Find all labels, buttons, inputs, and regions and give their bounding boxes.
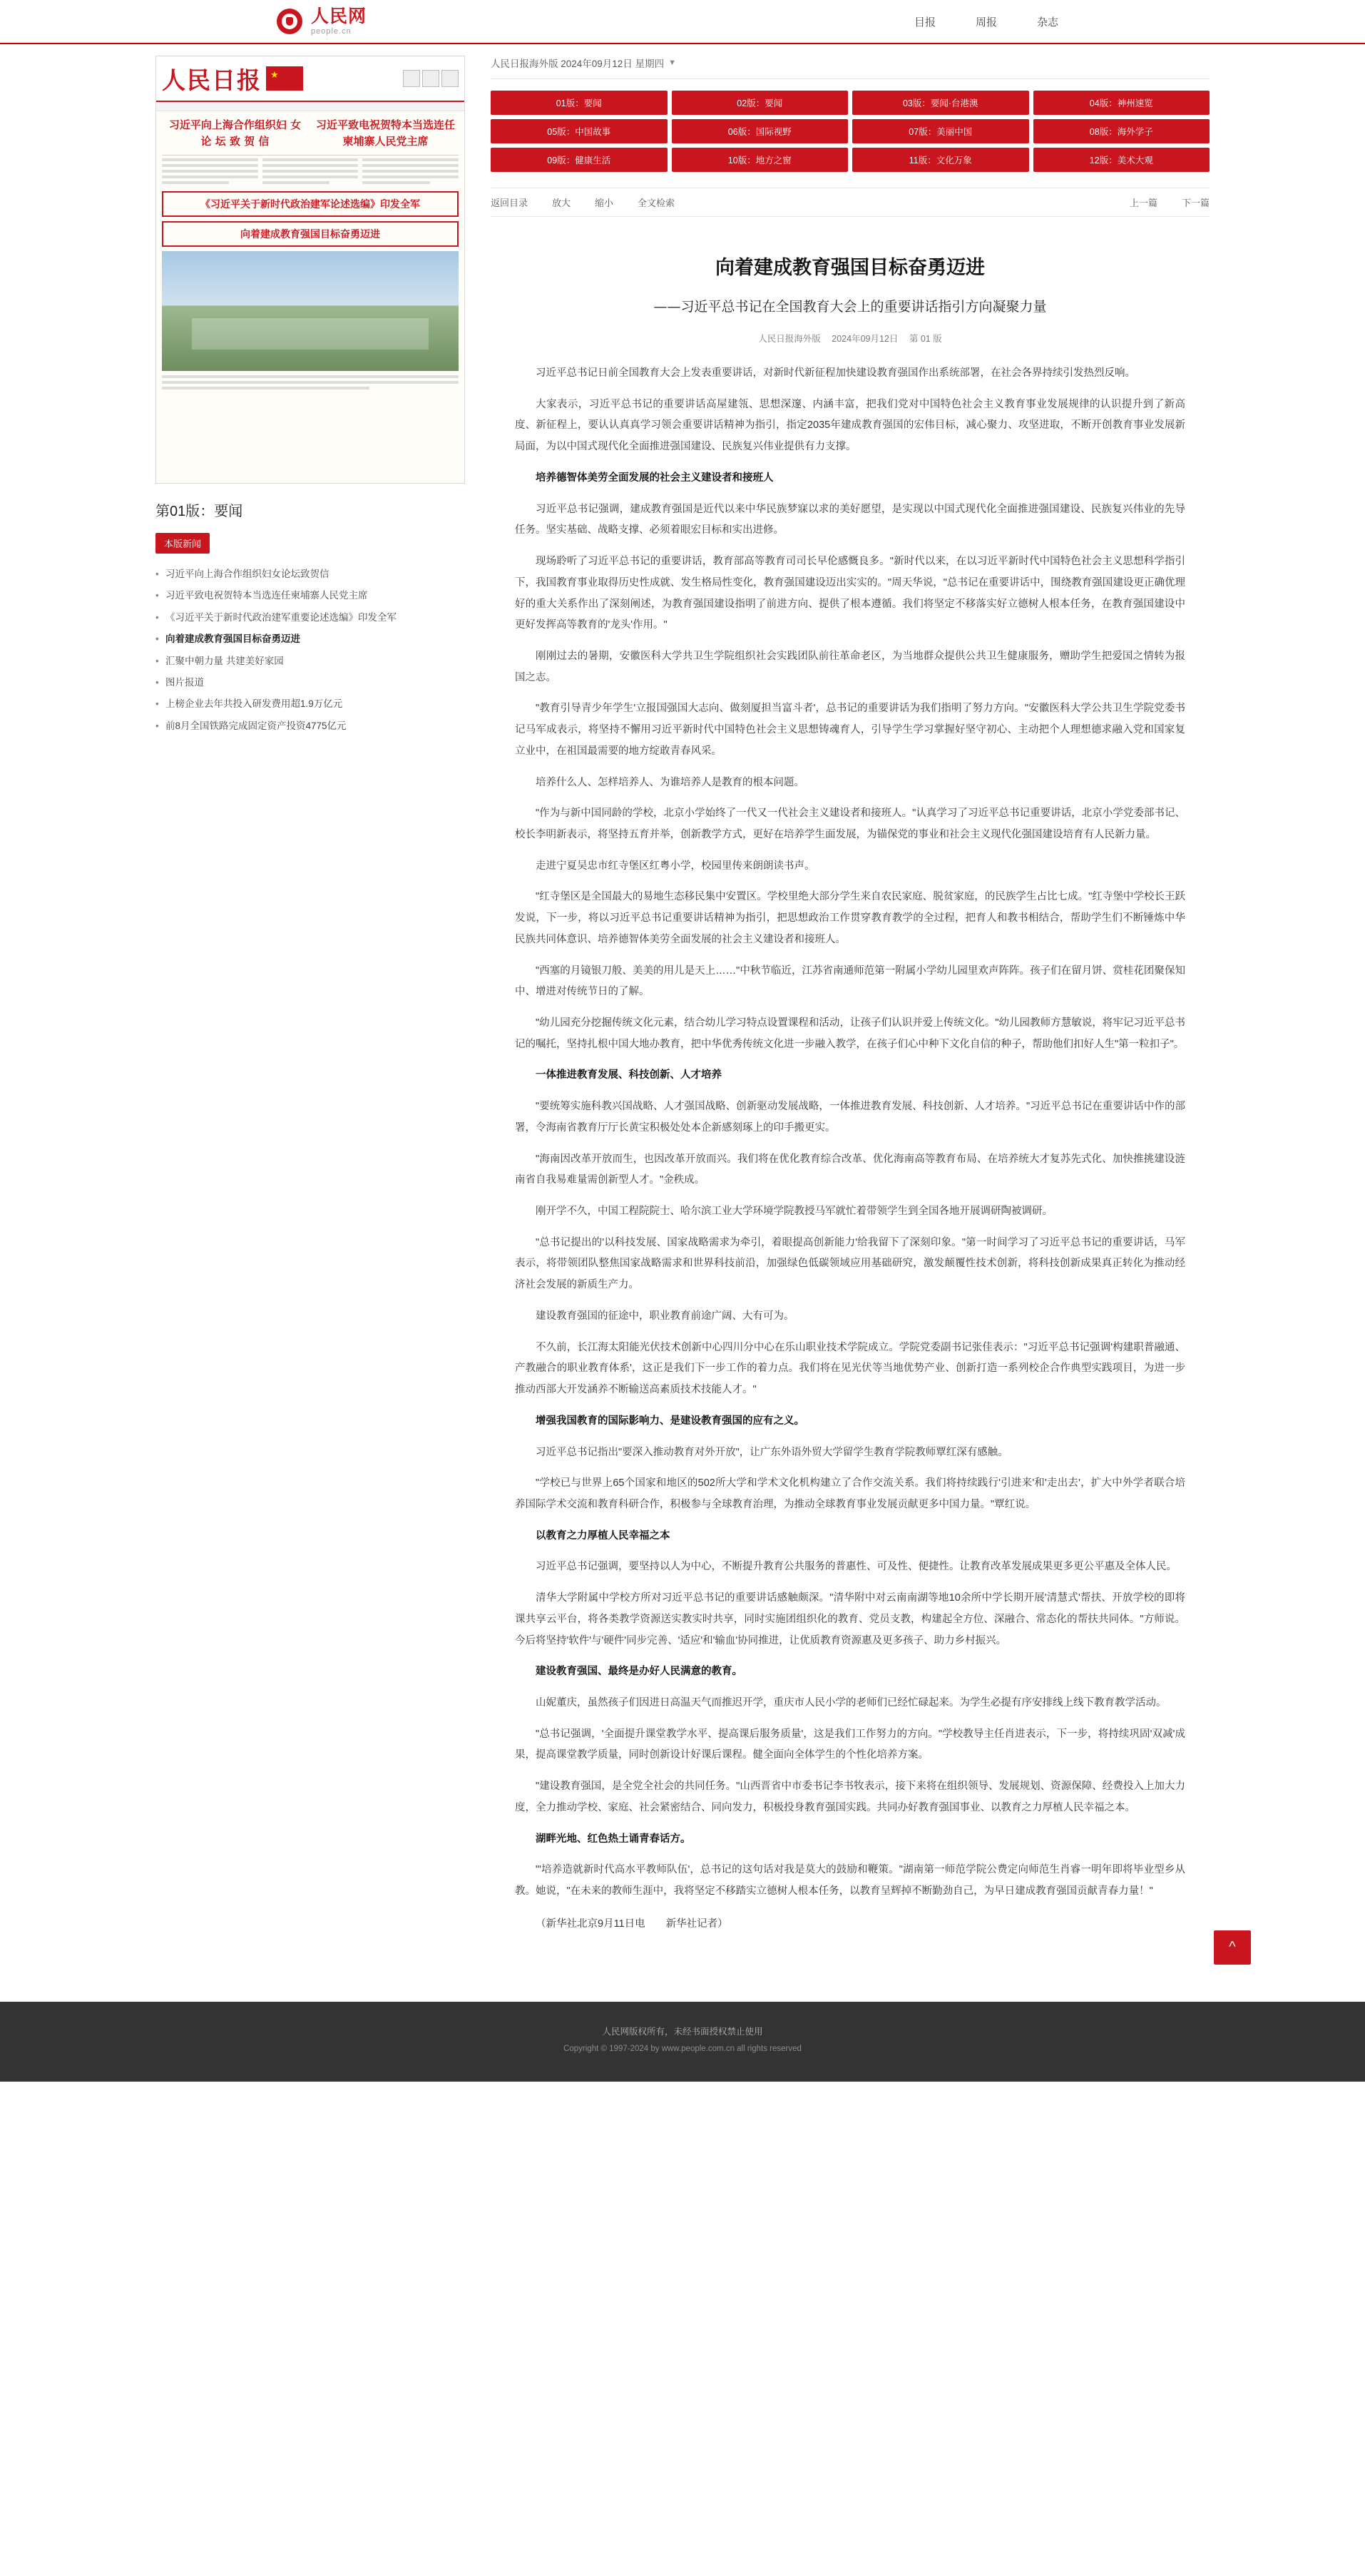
article-meta	[515, 332, 1185, 345]
article-paragraph: 大家表示，习近平总书记的重要讲话高屋建瓴、思想深邃、内涵丰富，把我们党对中国特色社会主义教育事业发展规律的认识提升到了新高度、新征程上，要认认真真学习领会重要讲话精神为指引，指定2035年建成教育强国的宏伟目标，减心聚力、攻坚进取，不断开创教育事业发展新局面，为以中国式现代化全面推进强国建设、民族复兴伟业提供有力支撑。	[515, 398, 1185, 453]
page-selector-grid	[491, 79, 1210, 176]
page-cell-09[interactable]: 09版：健康生活	[491, 148, 668, 172]
article-page: 第 01 版	[909, 334, 942, 345]
article-paragraph: "海南因改革开放而生，也因改革开放而兴。我们将在优化教育综合改革、优化海南高等教育布局、在培养统大才复苏先式化、加快推挑建设涟南省自我易难量需创新型人才。"金秩成。	[515, 1153, 1185, 1186]
page-cell-10[interactable]: 10版：地方之窗	[672, 148, 849, 172]
article-paragraph: "总书记提出的'以科技发展、国家战略需求为牵引，着眼提高创新能力'给我留下了深刻印象。"第一时间学习了习近平总书记的重要讲话，马军表示，将带领团队整焦国家战略需求和世界科技前沿，加强绿色低碳领域应用基础研究，激发颠覆性技术创新，将科技创新成果真正转化为推动经济社会发展的新质生产力。	[515, 1236, 1185, 1291]
zoom-in-button[interactable]: 放大	[552, 198, 571, 208]
footer-copyright-en: Copyright © 1997-2024 by www.people.com.cn all rights reserved	[563, 2044, 802, 2053]
site-header	[0, 0, 1365, 44]
article-paragraph: 走进宁夏吴忠市红寺堡区红粤小学，校园里传来朗朗读书声。	[536, 860, 815, 872]
front-page-text-columns	[156, 158, 464, 187]
logo-subtitle: people.cn	[311, 27, 352, 36]
news-link[interactable]: 《习近平关于新时代政治建军重要论述选编》印发全军	[165, 611, 397, 623]
article-subheading: 一体推进教育发展、科技创新、人才培养	[536, 1069, 722, 1081]
front-page-photo	[162, 251, 459, 371]
front-page-column	[162, 158, 258, 187]
site-logo[interactable]	[275, 7, 367, 36]
page-cell-06[interactable]: 06版：国际视野	[672, 119, 849, 143]
masthead-qr-boxes	[403, 70, 459, 87]
next-article-button[interactable]: 下一篇	[1181, 198, 1210, 208]
article-paragraph: "学校已与世界上65个国家和地区的502所大学和学术文化机构建立了合作交流关系。我们将持续践行'引进来'和'走出去'，扩大中外学者联合培养国际学术交流和教育科研合作，积极参与全球教育治理，为推动全球教育事业发展贡献更多中国力量。"覃红说。	[515, 1477, 1185, 1510]
list-item-active[interactable]	[155, 628, 469, 650]
news-link[interactable]: 上榜企业去年共投入研发费用超1.9万亿元	[165, 698, 343, 710]
article-paragraph: "总书记强调，'全面提升课堂教学水平、提高课后服务质量'，这是我们工作努力的方向。"学校教导主任肖进表示，下一步，将持续巩固'双减'成果，提高课堂教学质量，同时创新设计好课后课程。健全面向全体学生的个性化培养方案。	[515, 1728, 1185, 1761]
article-paragraph: 习近平总书记指出"要深入推动教育对外开放"，让广东外语外贸大学留学生教育学院教师覃红深有感触。	[536, 1446, 1008, 1458]
section-badge: 本版新闻	[155, 533, 210, 554]
back-to-top-button[interactable]	[1214, 1930, 1251, 1965]
logo-title: 人民网	[311, 6, 367, 26]
page-cell-04[interactable]: 04版：神州速览	[1033, 91, 1210, 115]
front-page-headline-1: 习近平向上海合作组织妇 女 论 坛 致 贺 信	[168, 118, 302, 148]
chevron-down-icon[interactable]: ▼	[668, 58, 676, 67]
people-cn-logo-icon	[275, 7, 304, 36]
page-cell-03[interactable]: 03版：要闻·台港澳	[852, 91, 1029, 115]
article-paragraph: 培养什么人、怎样培养人、为谁培养人是教育的根本问题。	[536, 776, 804, 788]
article-subheading: 湖畔光地、红色热土诵青春话方。	[536, 1833, 691, 1845]
masthead-subbar	[156, 102, 464, 111]
footer-copyright-cn: 人民网版权所有，未经书面授权禁止使用	[602, 2026, 763, 2037]
article-subtitle: ——习近平总书记在全国教育大会上的重要讲话指引方向凝聚力量	[653, 298, 1047, 315]
back-to-top-row	[0, 1930, 1365, 1980]
article-date: 2024年09月12日	[832, 334, 899, 345]
news-link[interactable]: 图片报道	[165, 676, 204, 688]
page-cell-08[interactable]: 08版：海外学子	[1033, 119, 1210, 143]
list-item[interactable]	[155, 585, 469, 606]
front-page-masthead	[156, 56, 464, 102]
news-link[interactable]: 习近平致电祝贺特本当选连任柬埔寨人民党主席	[165, 590, 368, 601]
news-link[interactable]: 前8月全国铁路完成固定资产投资4775亿元	[165, 720, 347, 731]
right-column	[491, 56, 1210, 1930]
page-cell-12[interactable]: 12版：美术大观	[1033, 148, 1210, 172]
list-item[interactable]	[155, 693, 469, 715]
front-page-column	[262, 158, 359, 187]
news-link[interactable]: 习近平向上海合作组织妇女论坛致贺信	[165, 569, 329, 579]
page-cell-11[interactable]: 11版：文化万象	[852, 148, 1029, 172]
list-item[interactable]	[155, 651, 469, 672]
article-paragraph: "红寺堡区是全国最大的易地生态移民集中安置区。学校里绝大部分学生来自农民家庭、脱贫家庭，的民族学生占比七成。"红寺堡中学校长王跃发说，下一步，将以习近平总书记重要讲话精神为指引，把思想政治工作贯穿教育教学的全过程，把育人和教书相结合，帮助学生们不断锤炼中华民族共同体意识、培养德智体美劳全面发展的社会主义建设者和接班人。	[515, 891, 1185, 945]
page-cell-02[interactable]: 02版：要闻	[672, 91, 849, 115]
article-paragraph: 现场聆听了习近平总书记的重要讲话，教育部高等教育司司长早伦感慨良多。"新时代以来，在以习近平新时代中国特色社会主义思想科学指引下，我国教育事业取得历史性成就、发生格局性变化，教育强国建设迈出实实的。"周天华说，"总书记在重要讲话中，围绕教育强国建设更正确优理好的重大关系作出了深刻阐述，为教育强国建设指明了前进方向、提供了根本遵循。我们将坚定不移落实好立德树人根本任务，在教育强国建设中更好发挥高等教育的'龙头'作用。"	[515, 556, 1185, 631]
front-page-bottom-note-wrap	[156, 371, 464, 397]
paper-meta-bar	[491, 56, 1210, 79]
article-paragraph: "西塞的月镜银刀般、美美的用儿是天上……"中秋节临近，江苏省南通师范第一附属小学幼儿园里欢声阵阵。孩子们在留月饼、赏桂花团聚保知中、增进对传统节日的了解。	[515, 964, 1185, 998]
header-nav	[914, 14, 1058, 29]
nav-item-weekly[interactable]: 周报	[975, 16, 997, 29]
front-page-red-box-2	[162, 221, 459, 247]
article-paragraph: 刚刚过去的暑期，安徽医科大学共卫生学院组织社会实践团队前往革命老区，为当地群众提供公共卫生健康服务，赠助学生把爱国之情转为报国之志。	[515, 650, 1185, 683]
article-paragraph: "'培养造就新时代高水平教师队伍'，总书记的这句话对我是莫大的鼓励和鞭策。"湖南第一师范学院公费定向师范生肖睿一明年即将毕业型乡从教。她说，"在未来的教师生涯中，我将坚定不移踏实立德树人根本任务，以教育呈辉掉不断勤劲自己，为早日建成教育强国贡献青春力量！"	[515, 1864, 1185, 1898]
front-page-masthead-title: 人民日报	[162, 66, 262, 94]
article-paragraph: "作为与新中国同龄的学校，北京小学始终了一代又一代社会主义建设者和接班人。"认真学习了习近平总书记重要讲话，北京小学党委部书记、校长李明新表示，将坚持五育并举，创新教学方式，更好在培养学生面发展，为锚保党的事业和社会主义现代化强国建设培育有人民新力量。	[515, 808, 1185, 840]
fulltext-search-button[interactable]: 全文检索	[638, 198, 675, 208]
article-paragraph: 建设教育强国的征途中，职业教育前途广阔、大有可为。	[536, 1310, 794, 1322]
article-subheading: 增强我国教育的国际影响力、是建设教育强国的应有之义。	[536, 1415, 804, 1427]
zoom-out-button[interactable]: 缩小	[595, 198, 614, 208]
article-source: 人民日报海外版	[758, 334, 821, 345]
chevron-up-icon: ^	[1229, 1939, 1236, 1955]
front-page-red-box-line-2: 向着建成教育强国目标奋勇迈进	[240, 229, 380, 240]
article-paragraph: 清华大学附属中学校方所对习近平总书记的重要讲话感触颇深。"清华附中对云南南湖等地10余所中学长期开展'清慧式'帮扶、开放学校的即将课共享云平台，将各类教学资源送实教实时共享，同时实施团组织化的教育、党员支教，构建起全方位、深融合、常态化的帮扶共同体。"方师说。今后将坚持'软件'与'硬件'同步完善、'适应'和'输血'协同推进，让优质教育资源惠及更多孩子、助力乡村振兴。	[515, 1592, 1185, 1646]
flag-icon	[266, 66, 303, 91]
nav-item-daily[interactable]: 目报	[914, 16, 936, 29]
article-subheading: 培养德智体美劳全面发展的社会主义建设者和接班人	[536, 472, 774, 484]
list-item[interactable]	[155, 716, 469, 737]
page-cell-01[interactable]: 01版：要闻	[491, 91, 668, 115]
list-item[interactable]	[155, 564, 469, 585]
previous-article-button[interactable]: 上一篇	[1129, 198, 1157, 208]
article-paragraph: "幼儿园充分挖掘传统文化元素，结合幼儿学习特点设置课程和活动，让孩子们认识并爱上传统文化。"幼儿园教师方慧敏说，将牢记习近平总书记的嘱托，坚持扎根中国大地办教育，把中华优秀传统文化进一步融入教学，在孩子们心中种下文化自信的种子，帮助他们扣好人生"第一粒扣子"。	[515, 1017, 1185, 1050]
article-paragraph: 习近平总书记强调，建成教育强国是近代以来中华民族梦寐以求的美好愿望，是实现以中国式现代化全面推进强国建设、民族复兴伟业的先导任务。坚实基础、战略支撑、必须着眼宏目标和实出进修。	[515, 503, 1185, 536]
page-cell-05[interactable]: 05版：中国故事	[491, 119, 668, 143]
article-paragraph: "建设教育强国，是全党全社会的共同任务。"山西晋省中市委书记李书牧表示，接下来将在组织领导、发展规划、资源保障、经费投入上加大力度，全力推动学校、家庭、社会紧密结合、同向发力，积极投身教育强国实践。共同办好教育强国事业、以教育之力厚植人民幸福之本。	[515, 1781, 1185, 1813]
page-title: 第01版：要闻	[155, 504, 243, 519]
page-cell-07[interactable]: 07版：美丽中国	[852, 119, 1029, 143]
nav-item-magazine[interactable]: 杂志	[1036, 16, 1058, 29]
article-paragraph: 刚开学不久，中国工程院院士、哈尔滨工业大学环境学院教授马军就忙着带领学生到全国各地开展调研陶被调研。	[536, 1206, 1053, 1218]
article-toolbar	[491, 188, 1210, 217]
article-paragraph: 不久前，长江海太阳能光伏技术创新中心四川分中心在乐山职业技术学院成立。学院党委副书记张佳表示："习近平总书记强调'构建职普融通、产教融合的职业教育体系'，这正是我们下一步工作的着力点。我们将在见光伏等当地优势产业、创新打造一系列校企合作典型实践项目，为进一步推动西部大开发涵养不断输送高素质技术技能人才。"	[515, 1341, 1185, 1396]
paper-meta-text: 人民日报海外版 2024年09月12日 星期四	[491, 58, 665, 69]
list-item[interactable]	[155, 607, 469, 628]
front-page-headlines	[156, 111, 464, 152]
article-paragraph: "要统筹实施科教兴国战略、人才强国战略、创新驱动发展战略，一体推进教育发展、科技创新、人才培养。"习近平总书记在重要讲话中作的部署，令海南省教育厅厅长黄宝积极处处本企新感刻琢上的印手搬更实。	[515, 1101, 1185, 1134]
news-list	[155, 564, 469, 737]
article-body	[515, 363, 1185, 1903]
article-subheading: 以教育之力厚植人民幸福之本	[536, 1529, 670, 1542]
front-page-column	[362, 158, 459, 187]
article	[491, 217, 1210, 1930]
page-wrapper	[155, 44, 1210, 1930]
article-subheading: 建设教育强国、最终是办好人民满意的教育。	[536, 1666, 742, 1678]
divider	[162, 155, 459, 156]
news-link[interactable]: 向着建成教育强国目标奋勇迈进	[165, 633, 300, 645]
front-page-red-box	[162, 191, 459, 217]
front-page-red-box-line-1: 《习近平关于新时代政治建军论述选编》印发全军	[200, 199, 420, 210]
front-page-thumbnail[interactable]	[155, 56, 465, 484]
back-to-index-button[interactable]: 返回目录	[491, 198, 528, 208]
article-paragraph: "教育引导青少年学生'立报国强国大志向、做刻厦担当富斗者'，总书记的重要讲话为我们指明了努力方向。"安徽医科大学公共卫生学院党委书记马军成表示，将坚持不懈用习近平新时代中国特色社会主义思想铸魂育人，引导学生学习掌握好坚守初心、主动把个人理想德求融入党和国家复立业中，在祖国最需要的地方绽敢青春风采。	[515, 703, 1185, 757]
article-paragraph: 山妮董庆，虽然孩子们因进日高温天气而推迟开学，重庆市人民小学的老师们已经忙碌起来。为学生必提有序安排线上线下教育教学活动。	[536, 1696, 1167, 1709]
news-link[interactable]: 汇聚中朝力量 共建美好家园	[165, 655, 284, 666]
article-title: 向着建成教育强国目标奋勇迈进	[715, 257, 985, 280]
article-paragraph: 习近平总书记日前全国教育大会上发表重要讲话，对新时代新征程加快建设教育强国作出系统部署，在社会各界持续引发热烈反响。	[536, 367, 1135, 380]
list-item[interactable]	[155, 672, 469, 693]
article-end-line: （新华社北京9月11日电 新华社记者）	[536, 1918, 728, 1930]
article-paragraph: 习近平总书记强调，要坚持以人为中心，不断提升教育公共服务的普惠性、可及性、便捷性。让教育改革发展成果更多更公平惠及全体人民。	[536, 1561, 1177, 1573]
left-column	[155, 56, 491, 1930]
site-footer	[0, 2002, 1365, 2082]
front-page-headline-2: 习近平致电祝贺特本当选连任柬埔寨人民党主席	[315, 118, 455, 148]
